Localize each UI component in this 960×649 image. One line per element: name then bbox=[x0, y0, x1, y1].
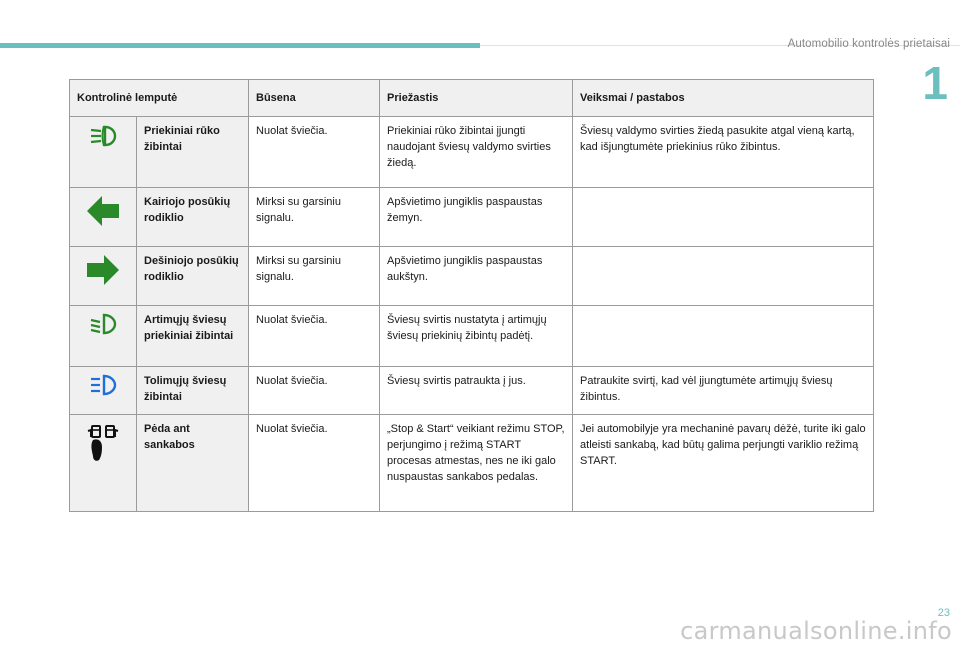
lamp-action bbox=[573, 247, 874, 306]
table-header-row bbox=[70, 80, 874, 117]
table-row bbox=[70, 306, 874, 367]
lamp-cause: „Stop & Start“ veikiant režimu STOP, perjungimo į režimą START procesas atmestas, nes ne iki galo nuspaustas sankabos pedalas. bbox=[380, 415, 573, 512]
lamp-icon-cell bbox=[70, 367, 137, 415]
lamp-icon-cell bbox=[70, 188, 137, 247]
lamp-cause: Priekiniai rūko žibintai įjungti naudojant šviesų valdymo svirties žiedą. bbox=[380, 117, 573, 188]
front-fog-lamp-icon bbox=[88, 123, 118, 149]
section-title: Automobilio kontrolės prietaisai bbox=[787, 38, 950, 50]
lamp-name: Dešiniojo posūkių rodiklio bbox=[137, 247, 249, 306]
lamp-name: Priekiniai rūko žibintai bbox=[137, 117, 249, 188]
lamp-icon-cell bbox=[70, 306, 137, 367]
lamp-state: Nuolat šviečia. bbox=[249, 117, 380, 188]
main-beam-icon bbox=[88, 373, 118, 397]
column-header-action: Veiksmai / pastabos bbox=[573, 80, 874, 117]
table-row bbox=[70, 188, 874, 247]
lamp-action: Patraukite svirtį, kad vėl įjungtumėte artimųjų šviesų žibintus. bbox=[573, 367, 874, 415]
lamp-name: Kairiojo posūkių rodiklio bbox=[137, 188, 249, 247]
chapter-number: 1 bbox=[922, 57, 948, 109]
table-row bbox=[70, 117, 874, 188]
lamp-cause: Šviesų svirtis nustatyta į artimųjų šviesų priekinių žibintų padėtį. bbox=[380, 306, 573, 367]
column-header-cause: Priežastis bbox=[380, 80, 573, 117]
table-row bbox=[70, 415, 874, 512]
watermark: carmanualsonline.info bbox=[680, 617, 952, 645]
lamp-state: Nuolat šviečia. bbox=[249, 415, 380, 512]
lamp-name: Artimųjų šviesų priekiniai žibintai bbox=[137, 306, 249, 367]
table-row bbox=[70, 247, 874, 306]
lamp-name: Tolimųjų šviesų žibintai bbox=[137, 367, 249, 415]
foot-on-clutch-icon bbox=[85, 423, 121, 463]
lamp-state: Nuolat šviečia. bbox=[249, 306, 380, 367]
lamp-icon-cell bbox=[70, 415, 137, 512]
lamp-cause: Apšvietimo jungiklis paspaustas aukštyn. bbox=[380, 247, 573, 306]
page-number: 23 bbox=[937, 607, 950, 619]
lamp-action bbox=[573, 306, 874, 367]
warning-lamps-table bbox=[69, 79, 874, 512]
column-header-lamp: Kontrolinė lemputė bbox=[70, 80, 249, 117]
dipped-beam-icon bbox=[88, 312, 118, 336]
lamp-name: Pėda ant sankabos bbox=[137, 415, 249, 512]
lamp-icon-cell bbox=[70, 117, 137, 188]
lamp-action bbox=[573, 188, 874, 247]
lamp-state: Mirksi su garsiniu signalu. bbox=[249, 247, 380, 306]
table-row bbox=[70, 367, 874, 415]
lamp-action: Jei automobilyje yra mechaninė pavarų dėžė, turite iki galo atleisti sankabą, kad būtų galima perjungti variklio režimą START. bbox=[573, 415, 874, 512]
right-turn-arrow-icon bbox=[85, 253, 121, 287]
lamp-cause: Šviesų svirtis patraukta į jus. bbox=[380, 367, 573, 415]
lamp-action: Šviesų valdymo svirties žiedą pasukite atgal vieną kartą, kad išjungtumėte priekinius rūko žibintus. bbox=[573, 117, 874, 188]
lamp-state: Nuolat šviečia. bbox=[249, 367, 380, 415]
column-header-state: Būsena bbox=[249, 80, 380, 117]
left-turn-arrow-icon bbox=[85, 194, 121, 228]
lamp-state: Mirksi su garsiniu signalu. bbox=[249, 188, 380, 247]
lamp-icon-cell bbox=[70, 247, 137, 306]
header-accent-bar bbox=[0, 43, 480, 48]
lamp-cause: Apšvietimo jungiklis paspaustas žemyn. bbox=[380, 188, 573, 247]
